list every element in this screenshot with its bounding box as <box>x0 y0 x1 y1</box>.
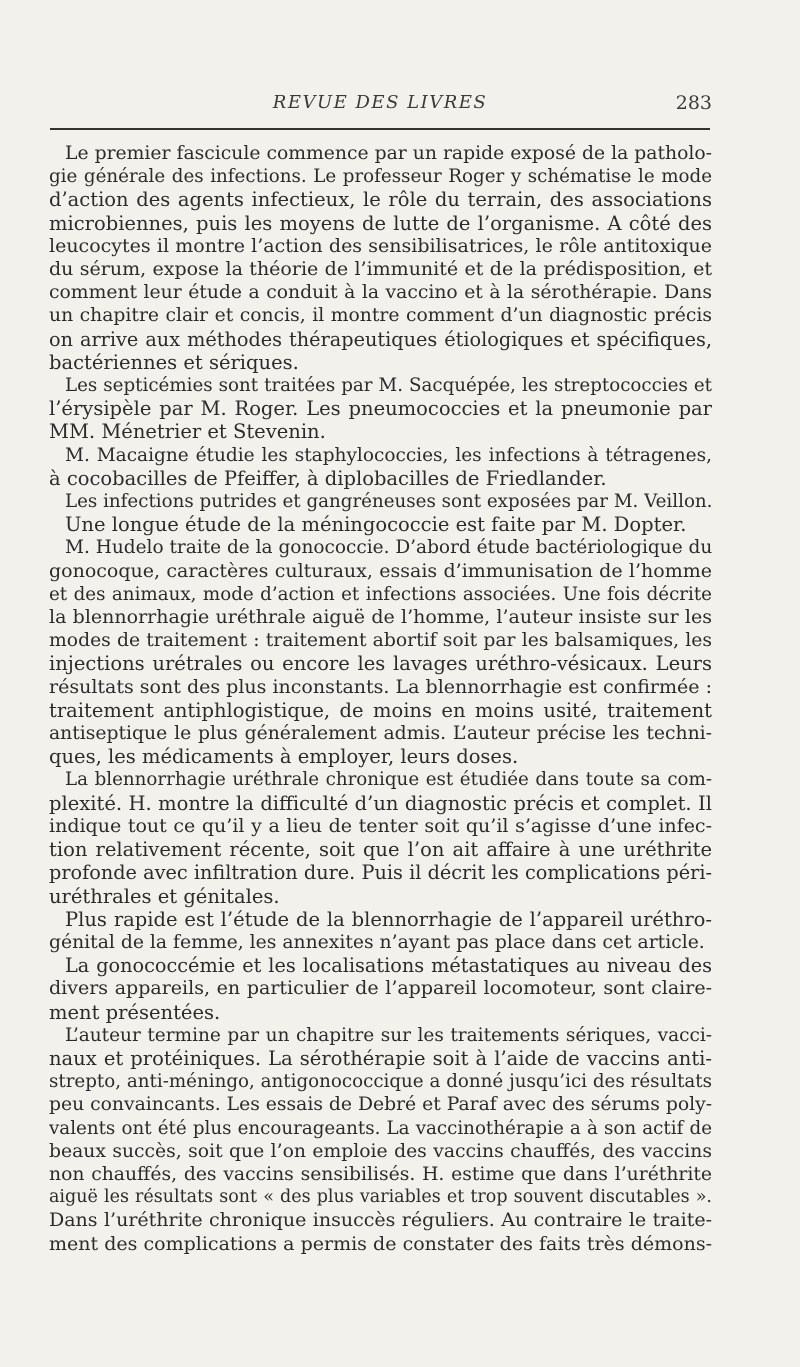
text-line: naux et protéiniques. La sérothérapie soit à l’aide de vaccins anti- <box>49 1046 712 1070</box>
text-line: beaux succès, soit que l’on emploie des vaccins chauffés, des vaccins <box>49 1140 712 1162</box>
page-number: 283 <box>675 92 712 114</box>
page-header <box>48 92 712 122</box>
text-line: aiguë les résultats sont « des plus variables et trop souvent discutables ». <box>49 1187 712 1208</box>
text-line: antiseptique le plus généralement admis. L’auteur précise les techni- <box>49 723 712 745</box>
text-line: La blennorrhagie uréthrale chronique est étudiée dans toute sa com- <box>65 769 712 791</box>
header-rule <box>50 128 710 130</box>
text-line: leucocytes il montre l’action des sensibilisatrices, le rôle antitoxique <box>49 234 712 257</box>
text-line: résultats sont des plus inconstants. La blennorrhagie est confirmée : <box>49 675 712 698</box>
text-line: comment leur étude a conduit à la vaccino et à la sérothérapie. Dans <box>49 282 712 304</box>
text-line: on arrive aux méthodes thérapeutiques étiologiques et spécifiques, <box>49 327 712 351</box>
text-line: ques, les médicaments à employer, leurs doses. <box>49 745 519 769</box>
text-line: Le premier fascicule commence par un rapide exposé de la patholo- <box>65 143 712 164</box>
text-line: M. Hudelo traite de la gonococcie. D’abord étude bactériologique du <box>65 537 712 559</box>
text-line: gonocoque, caractères culturaux, essais d’immunisation de l’homme <box>49 559 712 582</box>
text-line: injections urétrales ou encore les lavages uréthro-vésicaux. Leurs <box>49 652 712 676</box>
text-line: et des animaux, mode d’action et infections associées. Une fois décrite <box>49 583 712 605</box>
text-line: un chapitre clair et concis, il montre comment d’un diagnostic précis <box>49 305 712 327</box>
text-line: valents ont été plus encourageants. La vaccinothérapie a à son actif de <box>49 1117 712 1139</box>
text-line: d’action des agents infectieux, le rôle du terrain, des associations <box>49 188 712 212</box>
text-line: L’auteur termine par un chapitre sur les traitements sériques, vacci- <box>65 1024 712 1046</box>
text-line: divers appareils, en particulier de l’appareil locomoteur, sont claire- <box>49 977 712 1000</box>
text-line: tion relativement récente, soit que l’on ait affaire à une uréthrite <box>49 838 712 862</box>
text-line: La gonococcémie et les localisations métastatiques au niveau des <box>65 954 712 978</box>
text-line: strepto, anti-méningo, antigonococcique a donné jusqu’ici des résultats <box>49 1071 712 1093</box>
body-text <box>49 142 712 1256</box>
text-line: la blennorrhagie uréthrale aiguë de l’homme, l’auteur insiste sur les <box>49 606 712 629</box>
text-line: plexité. H. montre la difficulté d’un diagnostic précis et complet. Il <box>49 791 712 815</box>
text-line: traitement antiphlogistique, de moins en moins usité, traitement <box>49 698 712 722</box>
text-line: peu convaincants. Les essais de Debré et Paraf avec des sérums poly- <box>49 1094 712 1116</box>
text-line: génital de la femme, les annexites n’ayant pas place dans cet article. <box>49 931 705 953</box>
text-line: à cocobacilles de Pfeiffer, à diplobacilles de Friedlander. <box>49 466 607 490</box>
text-line: du sérum, expose la théorie de l’immunité et de la prédisposition, et <box>49 258 712 281</box>
text-line: modes de traitement : traitement abortif soit par les balsamiques, les <box>49 630 712 652</box>
text-line: indique tout ce qu’il y a lieu de tenter soit qu’il s’agisse d’une infec- <box>49 814 712 837</box>
text-line: uréthrales et génitales. <box>49 884 280 908</box>
running-title: REVUE DES LIVRES <box>272 92 488 113</box>
text-line: Les septicémies sont traitées par M. Sacquépée, les streptococcies et <box>65 375 712 397</box>
text-line: Dans l’uréthrite chronique insuccès réguliers. Au contraire le traite- <box>49 1209 712 1232</box>
text-line: Plus rapide est l’étude de la blennorrhagie de l’appareil uréthro- <box>65 907 712 931</box>
text-line: ment présentées. <box>49 1000 221 1024</box>
text-line: M. Macaigne étudie les staphylococcies, les infections à tétragenes, <box>65 444 712 466</box>
text-line: bactériennes et sériques. <box>49 350 299 374</box>
text-line: microbiennes, puis les moyens de lutte de l’organisme. A côté des <box>49 211 712 235</box>
text-line: Une longue étude de la méningococcie est faite par M. Dopter. <box>65 513 687 537</box>
text-line: profonde avec infiltration dure. Puis il décrit les complications péri- <box>49 861 712 885</box>
text-line: gie générale des infections. Le professeur Roger y schématise le mode <box>49 166 712 188</box>
text-line: ment des complications a permis de constater des faits très démons- <box>49 1232 712 1255</box>
text-line: MM. Ménetrier et Stevenin. <box>49 420 326 444</box>
text-line: l’érysipèle par M. Roger. Les pneumococcies et la pneumonie par <box>49 397 712 421</box>
text-line: Les infections putrides et gangréneuses sont exposées par M. Veillon. <box>65 491 712 513</box>
text-line: non chauffés, des vaccins sensibilisés. H. estime que dans l’uréthrite <box>49 1163 712 1185</box>
